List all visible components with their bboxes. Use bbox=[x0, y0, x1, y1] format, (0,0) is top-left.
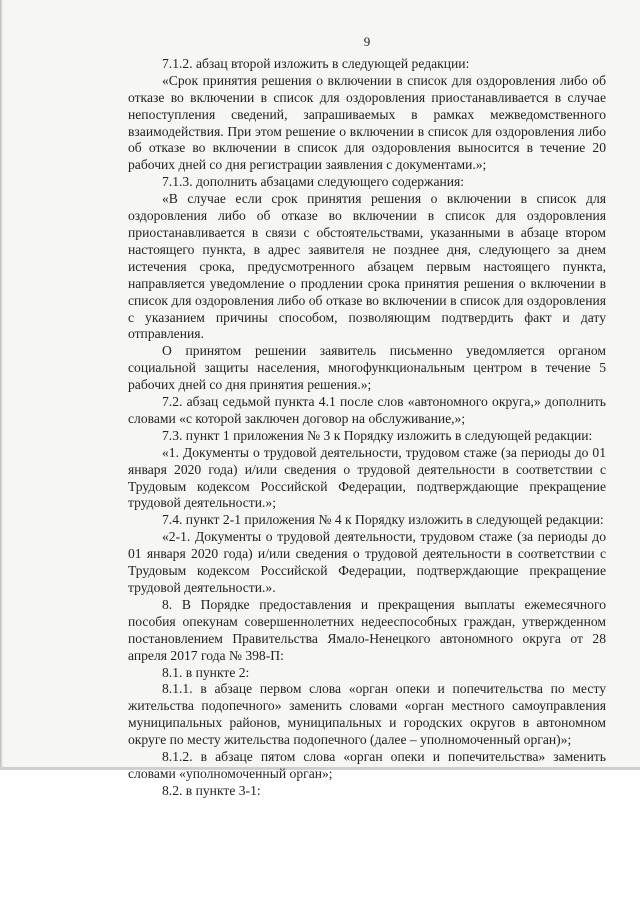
page-edge-shadow bbox=[0, 0, 3, 770]
paragraph-8-1-2: 8.1.2. в абзаце пятом слова «орган опеки и попечительства» заменить словами «уполномоченный орган»; bbox=[128, 749, 606, 781]
document-body bbox=[128, 34, 606, 800]
paragraph-7-2: 7.2. абзац седьмой пункта 4.1 после слов «автономного округа,» дополнить словами «с которой заключен договор на обслуживание,»; bbox=[128, 394, 606, 426]
paragraph-8: 8. В Порядке предоставления и прекращения выплаты ежемесячного пособия опекунам совершеннолетних недееспособных граждан, утвержденном постановлением Правительства Ямало-Ненецкого автономного округа от 28 апреля 2017 года № 398-П: bbox=[128, 596, 606, 663]
page-number: 9 bbox=[363, 34, 371, 49]
paragraph-8-2: 8.2. в пункте 3-1: bbox=[162, 782, 261, 798]
paragraph-7-3: 7.3. пункт 1 приложения № 3 к Порядку изложить в следующей редакции: bbox=[162, 427, 593, 443]
paragraph-7-4: 7.4. пункт 2-1 приложения № 4 к Порядку изложить в следующей редакции: bbox=[162, 512, 604, 528]
paragraph-quote-deadline: «Срок принятия решения о включении в список для оздоровления либо об отказе во включении в список для оздоровления приостанавливается в случае непоступления сведений, запрашиваемых в рамках межведомственного взаимодействия. При этом решение о включении в список для оздоровления либо об отказе во включении в список для оздоровления выносится в течение 20 рабочих дней со дня регистрации заявления с документами.»; bbox=[128, 72, 606, 173]
paragraph-quote-2-1: «2-1. Документы о трудовой деятельности, трудовом стаже (за периоды до 01 января 2020 года) и/или сведения о трудовой деятельности в соответствии с Трудовым кодексом Российской Федерации, подтверждающие прекращение трудовой деятельности.». bbox=[128, 529, 606, 595]
paragraph-8-1-1: 8.1.1. в абзаце первом слова «орган опеки и попечительства по месту жительства подопечного» заменить словами «орган местного самоуправления муниципальных районов, муниципальных и городских округов в автономном округе по месту жительства подопечного (далее – уполномоченный орган)»; bbox=[128, 681, 606, 748]
paragraph-notification: О принятом решении заявитель письменно уведомляется органом социальной защиты населения, многофункциональным центром в течение 5 рабочих дней со дня принятия решения.»; bbox=[128, 343, 606, 393]
paragraph-quote-1: «1. Документы о трудовой деятельности, трудовом стаже (за периоды до 01 января 2020 года) и/или сведения о трудовой деятельности в соответствии с Трудовым кодексом Российской Федерации, подтверждающие прекращение трудовой деятельности.»; bbox=[128, 444, 606, 511]
paragraph-7-1-2: 7.1.2. абзац второй изложить в следующей редакции: bbox=[162, 55, 470, 71]
paragraph-quote-suspension: «В случае если срок принятия решения о включении в список для оздоровления либо об отказе во включении в список для оздоровления приостанавливается в связи с обстоятельствами, указанными в абзаце втором настоящего пункта, в адрес заявителя не позднее дня, следующего за днем истечения срока, предусмотренного абзацем первым настоящего пункта, направляется уведомление о продлении срока принятия решения о включении в список для оздоровления либо об отказе во включении в список для оздоровления с указанием причины способом, позволяющим подтвердить факт и дату отправления. bbox=[128, 191, 606, 342]
paragraph-7-1-3: 7.1.3. дополнить абзацами следующего содержания: bbox=[162, 174, 465, 190]
paragraph-8-1: 8.1. в пункте 2: bbox=[162, 664, 250, 680]
